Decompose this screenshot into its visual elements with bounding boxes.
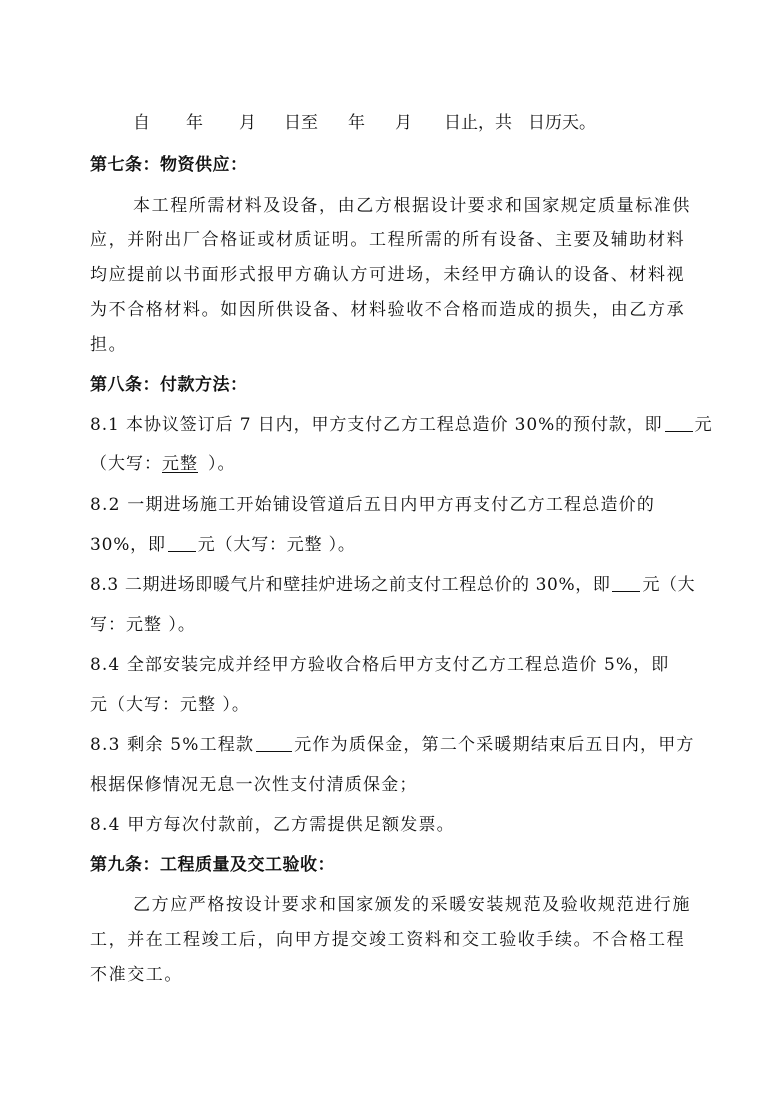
- clause-8-1-capital-label: （大写：: [90, 454, 162, 474]
- article-9-line-1: 乙方应严格按设计要求和国家颁发的采暖安装规范及验收规范进行施: [133, 895, 691, 915]
- clause-8-3-line-1: [90, 570, 695, 595]
- article-9-line-2: 工，并在工程竣工后，向甲方提交竣工资料和交工验收手续。不合格工程: [90, 930, 686, 950]
- clause-8-5-rest: 元作为质保金，第二个采暖期结束后五日内，甲方: [294, 735, 695, 755]
- article-9-heading: 第九条：工程质量及交工验收：: [90, 855, 335, 875]
- clause-8-5-text: 8.3 剩余 5%工程款: [90, 735, 255, 755]
- amount-blank: [665, 415, 693, 432]
- clause-8-3-line-2: 写：元整 ）。: [90, 615, 196, 635]
- article-8-heading: 第八条：付款方法：: [90, 375, 248, 395]
- date-day-end: 日止，共: [444, 113, 512, 133]
- clause-8-1-close: ）。: [208, 454, 236, 474]
- clause-8-6: 8.4 甲方每次付款前，乙方需提供足额发票。: [90, 815, 455, 835]
- article-7-line-1: 本工程所需材料及设备，由乙方根据设计要求和国家规定质量标准供: [133, 196, 691, 216]
- article-7-line-2: 应，并附出厂合格证或材质证明。工程所需的所有设备、主要及辅助材料: [90, 230, 686, 250]
- clause-8-1-line-2: [90, 449, 236, 474]
- date-day-to: 日至: [284, 113, 318, 133]
- amount-blank: [612, 575, 640, 592]
- date-year-1: 年: [186, 113, 203, 133]
- article-9-line-3: 不准交工。: [90, 965, 183, 985]
- clause-8-3-unit: 元（大: [642, 575, 696, 595]
- clause-8-5-line-1: [90, 730, 695, 755]
- clause-8-2-line-2: [90, 530, 356, 555]
- date-range-line: [133, 108, 596, 133]
- article-7-line-4: 为不合格材料。如因所供设备、材料验收不合格而造成的损失，由乙方承: [90, 300, 686, 320]
- date-month-2: 月: [395, 113, 412, 133]
- article-7-line-3: 均应提前以书面形式报甲方确认方可进场，未经甲方确认的设备、材料视: [90, 265, 686, 285]
- clause-8-2-line-1: 8.2 一期进场施工开始铺设管道后五日内甲方再支付乙方工程总造价的: [90, 495, 656, 515]
- clause-8-2-capital: 元（大写：元整 ）。: [197, 535, 356, 555]
- article-7-heading: 第七条：物资供应：: [90, 155, 248, 175]
- amount-blank: [256, 735, 292, 752]
- article-7-line-5: 担。: [90, 335, 128, 355]
- clause-8-3-text: 8.3 二期进场即暖气片和壁挂炉进场之前支付工程总价的 30%，即: [90, 575, 611, 595]
- clause-8-4-line-2: 元（大写：元整 ）。: [90, 695, 250, 715]
- clause-8-1-unit: 元: [694, 415, 713, 435]
- date-year-2: 年: [348, 113, 365, 133]
- clause-8-4-line-1: 8.4 全部安装完成并经甲方验收合格后甲方支付乙方工程总造价 5%，即: [90, 655, 670, 675]
- date-month-1: 月: [239, 113, 256, 133]
- date-total: 日历天。: [528, 113, 596, 133]
- clause-8-2-percent: 30%，即: [90, 535, 166, 555]
- clause-8-1-text: 8.1 本协议签订后 7 日内，甲方支付乙方工程总造价 30%的预付款，即: [90, 415, 663, 435]
- clause-8-5-line-2: 根据保修情况无息一次性支付清质保金；: [90, 775, 418, 795]
- date-from: 自: [133, 113, 150, 133]
- clause-8-1-capital-value: 元整: [162, 454, 198, 474]
- clause-8-1-line-1: [90, 410, 712, 435]
- amount-blank: [168, 535, 196, 552]
